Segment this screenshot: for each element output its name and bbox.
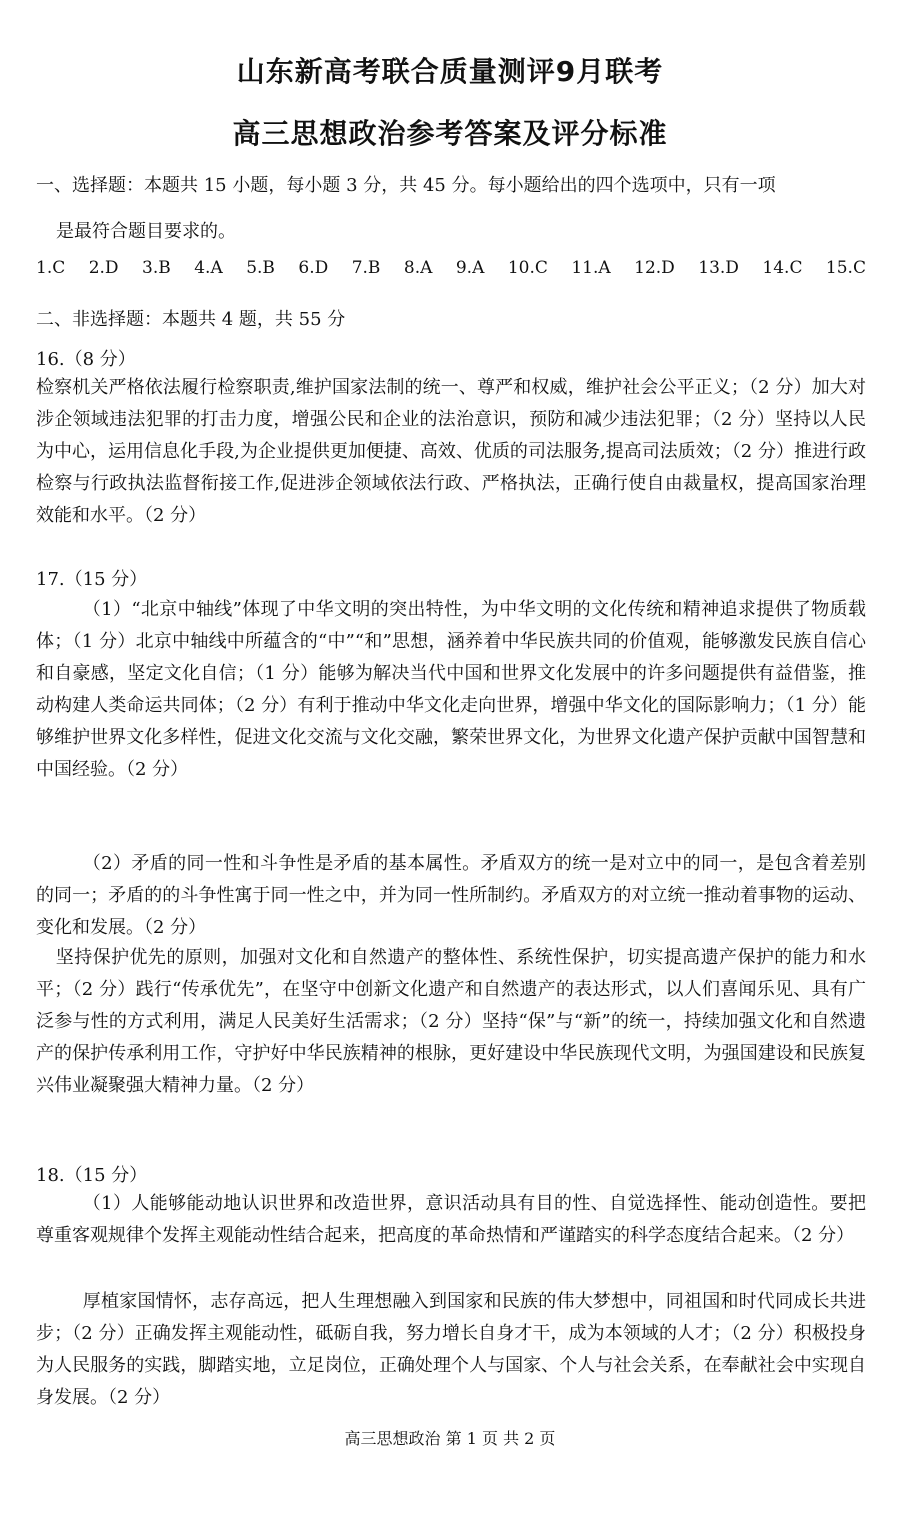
answer-item: 3.B: [142, 258, 171, 278]
page-footer: 高三思想政治 第 1 页 共 2 页: [344, 1429, 556, 1448]
q17-part2-application: 坚持保护优先的原则，加强对文化和自然遗产的整体性、系统性保护，切实提高遗产保护的能力和水平；（2 分）践行“传承优先”，在坚守中创新文化遗产和自然遗产的表达形式，以人们喜闻乐见、具有广泛参与性的方式利用，满足人民美好生活需求；（2 分）坚持“保”与“新”的统一，持续加强文化和自然遗产的保护传承利用工作，守护好中华民族精神的根脉，更好建设中华民族现代文明，为强国建设和民族复兴伟业凝聚强大精神力量。（2 分）: [36, 947, 866, 1096]
q16-answer: 检察机关严格依法履行检察职责,维护国家法制的统一、尊严和权威，维护社会公平正义；（2 分）加大对涉企领域违法犯罪的打击力度，增强公民和企业的法治意识，预防和减少违法犯罪；（2 分）坚持以人民为中心，运用信息化手段,为企业提供更加便捷、高效、优质的司法服务,提高司法质效；（2 分）推进行政检察与行政执法监督衔接工作,促进涉企领域依法行政、严格执法，正确行使自由裁量权，提高国家治理效能和水平。（2 分）: [36, 377, 866, 526]
q17-heading: 17.（15 分）: [36, 569, 148, 590]
answer-item: 11.A: [571, 258, 611, 278]
answer-item: 8.A: [403, 258, 433, 278]
answer-item: 13.D: [698, 258, 739, 278]
document-subtitle: 高三思想政治参考答案及评分标准: [232, 117, 668, 150]
q18-part1-application: 厚植家国情怀，志存高远，把人生理想融入到国家和民族的伟大梦想中，同祖国和时代同成长共进步；（2 分）正确发挥主观能动性，砥砺自我，努力增长自身才干，成为本领域的人才；（2 分）积极投身为人民服务的实践，脚踏实地，立足岗位，正确处理个人与国家、个人与社会关系，在奉献社会中实现自身发展。（2 分）: [36, 1291, 866, 1408]
answer-item: 2.D: [88, 258, 119, 278]
answer-item: 7.B: [351, 258, 381, 278]
answer-item: 6.D: [298, 258, 329, 278]
section1-heading-line1: 一、选择题：本题共 15 小题，每小题 3 分，共 45 分。每小题给出的四个选项中，只有一项: [36, 175, 776, 196]
q17-part1-answer: （1）“北京中轴线”体现了中华文明的突出特性，为中华文明的文化传统和精神追求提供了物质载体；（1 分）北京中轴线中所蕴含的“中”“和”思想，涵养着中华民族共同的价值观，能够激发民族自信心和自豪感，坚定文化自信；（1 分）能够为解决当代中国和世界文化发展中的许多问题提供有益借鉴，推动构建人类命运共同体；（2 分）有利于推动中华文化走向世界，增强中华文化的国际影响力；（1 分）能够维护世界文化多样性，促进文化交流与文化交融，繁荣世界文化，为世界文化遗产保护贡献中国智慧和中国经验。（2 分）: [36, 599, 866, 780]
q16-heading: 16.（8 分）: [36, 349, 136, 370]
answer-item: 5.B: [246, 258, 275, 278]
q18-part1-principle: （1）人能够能动地认识世界和改造世界，意识活动具有目的性、自觉选择性、能动创造性。要把尊重客观规律个发挥主观能动性结合起来，把高度的革命热情和严谨踏实的科学态度结合起来。（2 分）: [36, 1193, 866, 1246]
multiple-choice-answers: [36, 256, 866, 280]
answer-item: 14.C: [762, 258, 803, 278]
section1-heading-line2: 是最符合题目要求的。: [56, 221, 236, 242]
answer-item: 15.C: [825, 258, 866, 278]
document-title: 山东新高考联合质量测评9月联考: [236, 55, 664, 88]
answer-item: 1.C: [36, 258, 66, 278]
q18-heading: 18.（15 分）: [36, 1165, 148, 1186]
section2-heading: 二、非选择题：本题共 4 题，共 55 分: [36, 309, 346, 330]
answer-item: 10.C: [507, 258, 548, 278]
q17-part2-principle: （2）矛盾的同一性和斗争性是矛盾的基本属性。矛盾双方的统一是对立中的同一，是包含着差别的同一；矛盾的的斗争性寓于同一性之中，并为同一性所制约。矛盾双方的对立统一推动着事物的运动、变化和发展。（2 分）: [36, 853, 866, 938]
answer-item: 12.D: [634, 258, 675, 278]
answer-item: 9.A: [455, 258, 485, 278]
answer-item: 4.A: [194, 258, 223, 278]
